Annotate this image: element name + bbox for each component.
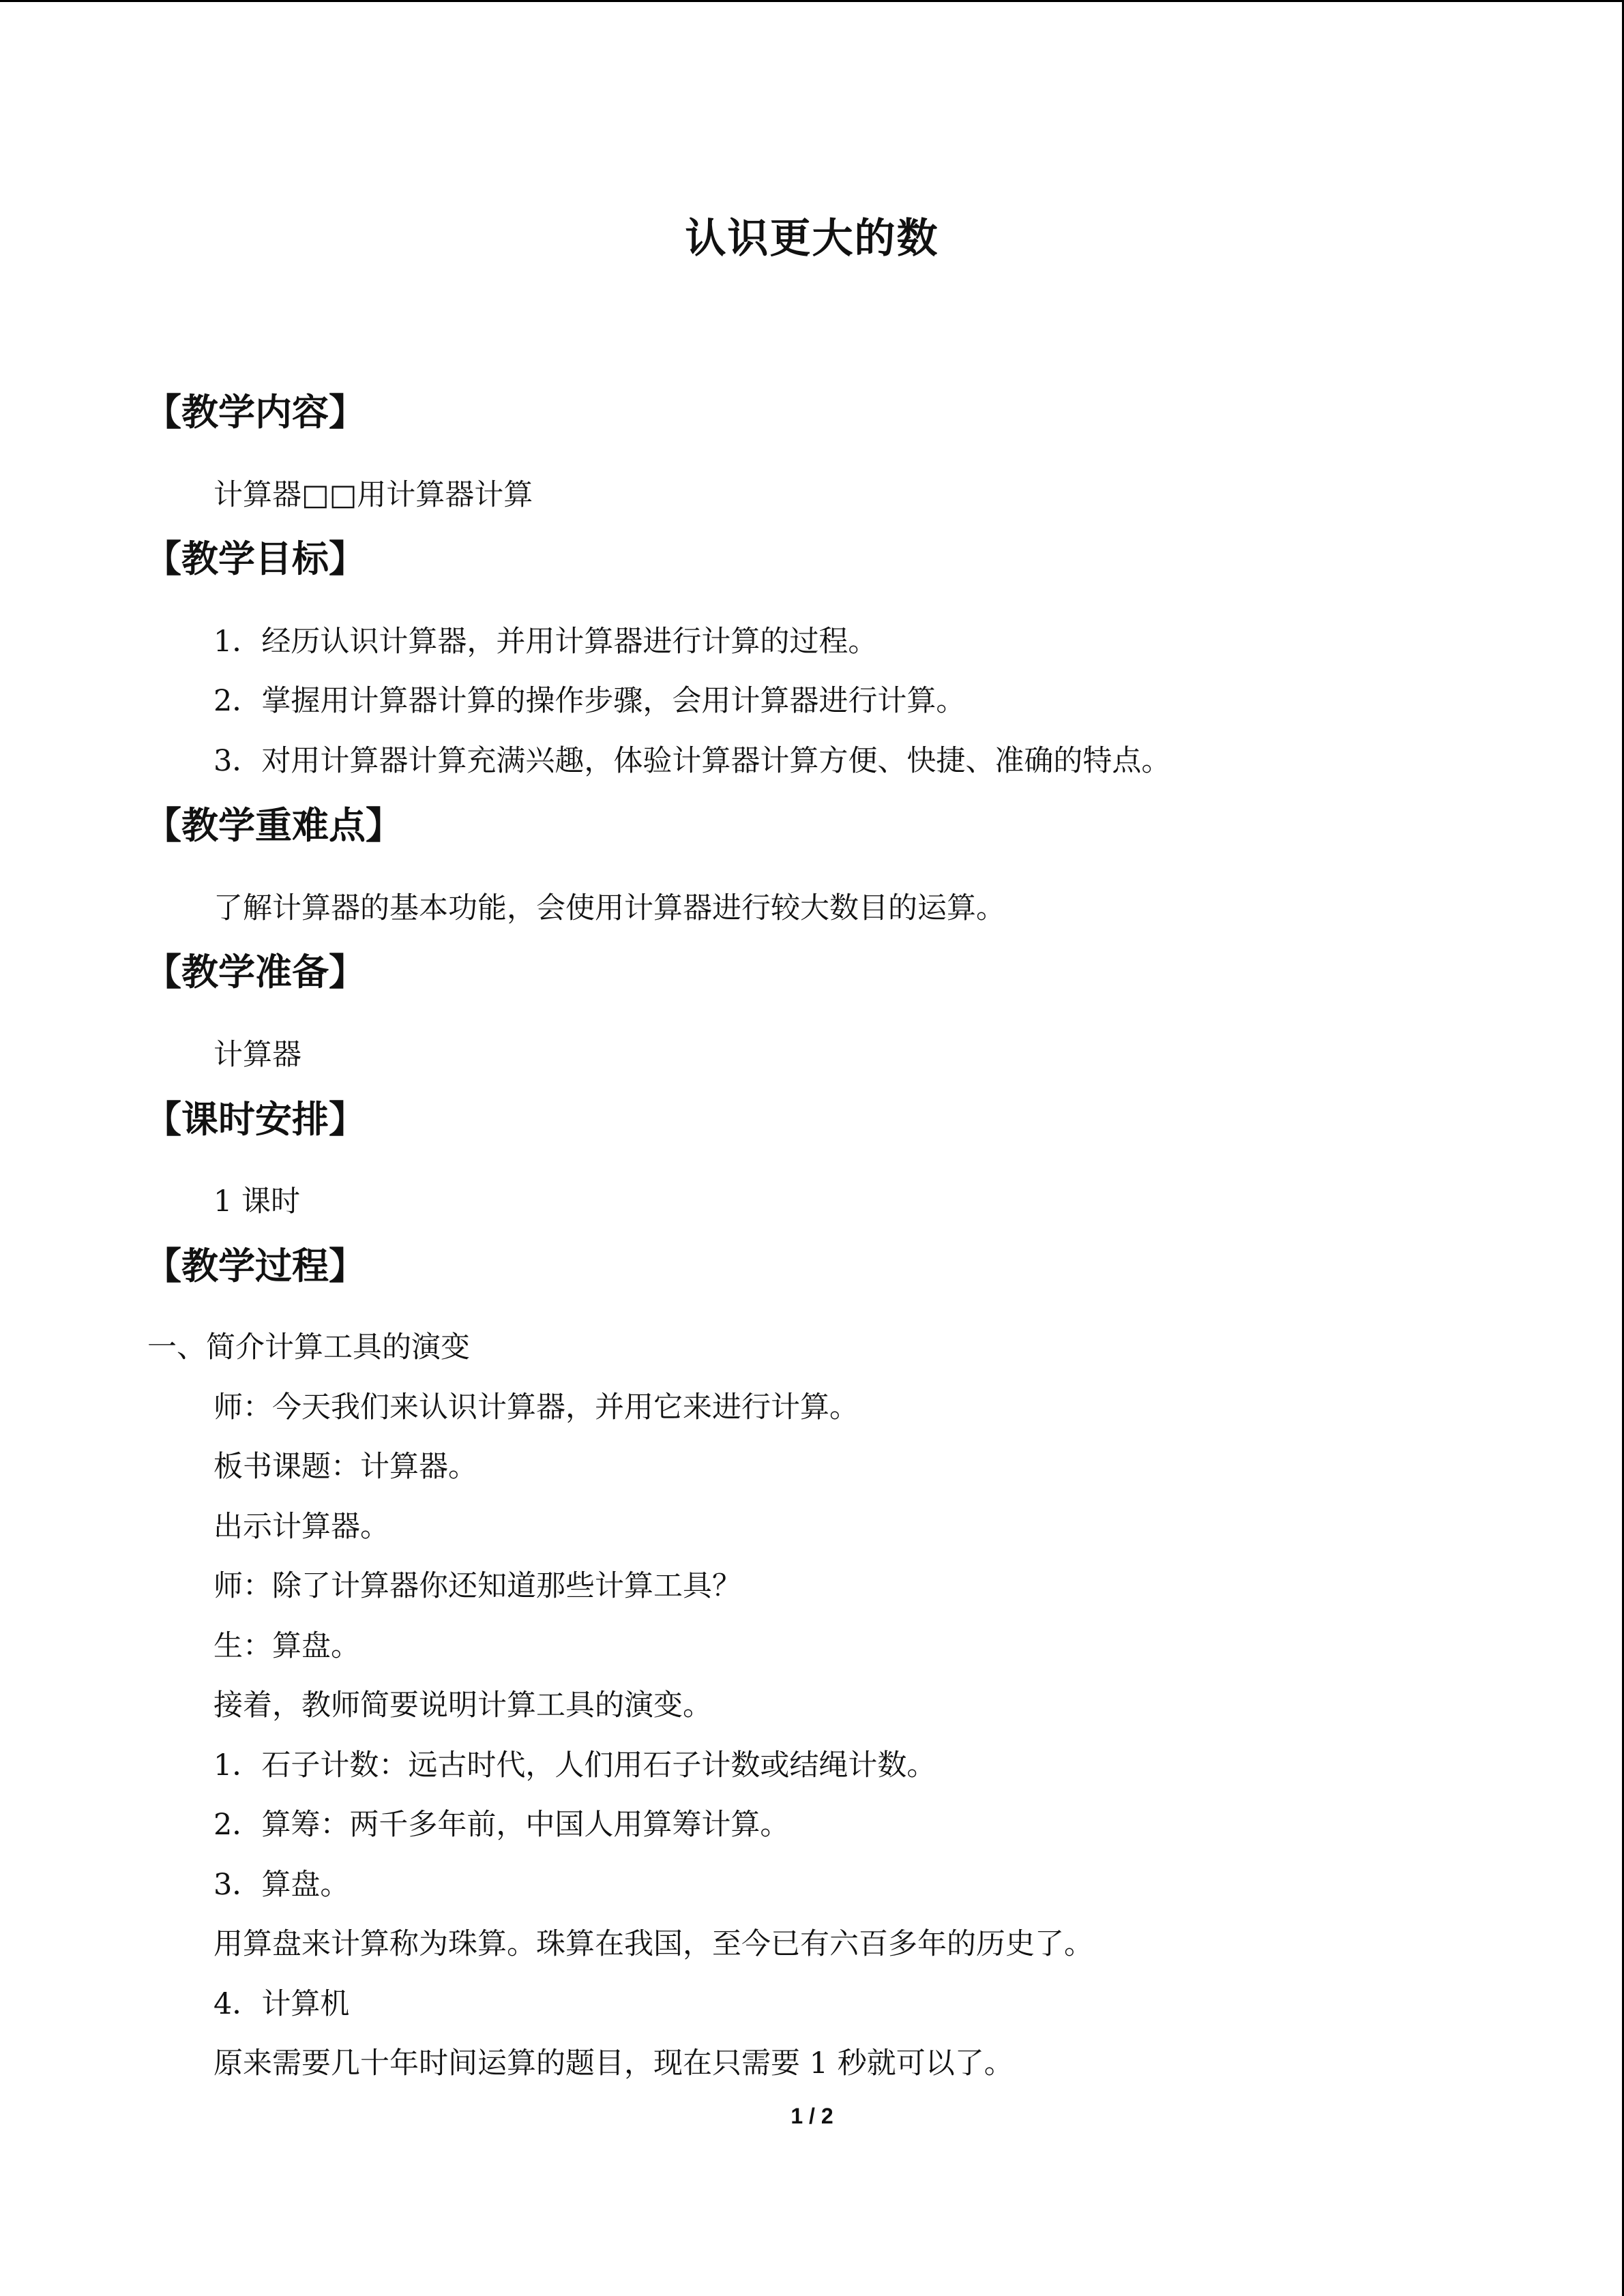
process-line: 2．算筹：两千多年前，中国人用算筹计算。	[213, 1808, 790, 1842]
page-number: 1 / 2	[791, 2104, 833, 2128]
process-line: 接着，教师简要说明计算工具的演变。	[213, 1688, 712, 1723]
heading-key-points: 【教学重难点】	[145, 804, 402, 847]
schedule-text: 1 课时	[213, 1184, 301, 1219]
heading-teaching-content: 【教学内容】	[145, 391, 366, 434]
process-part1-title: 一、简介计算工具的演变	[147, 1330, 470, 1365]
goal-item-1: 1．经历认识计算器，并用计算器进行计算的过程。	[213, 625, 878, 659]
heading-process: 【教学过程】	[145, 1244, 366, 1287]
process-line: 1．石子计数：远古时代，人们用石子计数或结绳计数。	[213, 1748, 936, 1783]
process-line: 用算盘来计算称为珠算。珠算在我国，至今已有六百多年的历史了。	[213, 1927, 1093, 1961]
heading-teaching-goals: 【教学目标】	[145, 537, 366, 580]
preparation-text: 计算器	[213, 1038, 301, 1072]
page-border-top	[0, 0, 1624, 2]
goal-item-3: 3．对用计算器计算充满兴趣，体验计算器计算方便、快捷、准确的特点。	[213, 744, 1171, 778]
key-points-text: 了解计算器的基本功能，会使用计算器进行较大数目的运算。	[213, 891, 1005, 925]
process-line: 师：除了计算器你还知道那些计算工具？	[213, 1569, 741, 1603]
document-title: 认识更大的数	[685, 215, 939, 263]
teaching-content-text: 计算器□□用计算器计算	[213, 478, 533, 512]
process-line: 师：今天我们来认识计算器，并用它来进行计算。	[213, 1390, 859, 1425]
process-line: 4．计算机	[213, 1987, 350, 2021]
process-line: 原来需要几十年时间运算的题目，现在只需要 1 秒就可以了。	[213, 2046, 1014, 2081]
heading-preparation: 【教学准备】	[145, 951, 366, 994]
process-line: 3．算盘。	[213, 1868, 350, 1902]
heading-schedule: 【课时安排】	[145, 1098, 366, 1141]
goal-item-2: 2．掌握用计算器计算的操作步骤，会用计算器进行计算。	[213, 684, 966, 718]
process-line: 板书课题：计算器。	[213, 1450, 477, 1484]
process-line: 生：算盘。	[213, 1629, 360, 1663]
process-line: 出示计算器。	[213, 1510, 389, 1544]
